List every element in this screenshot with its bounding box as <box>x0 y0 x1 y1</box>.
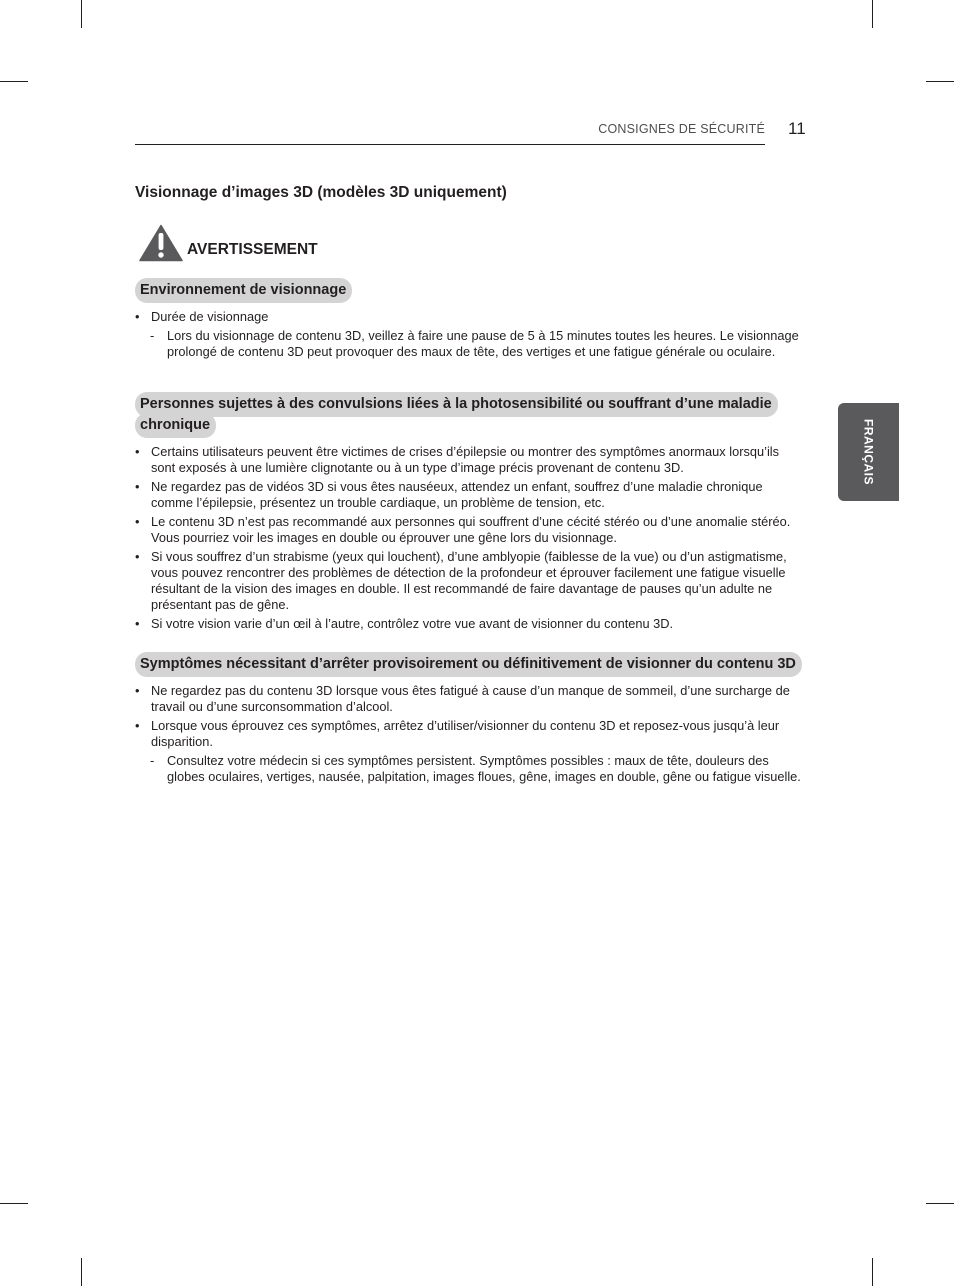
list-item <box>135 616 805 632</box>
crop-mark <box>81 0 82 28</box>
list-item <box>135 479 805 511</box>
bullet-icon: • <box>135 479 140 494</box>
language-tab <box>838 403 899 501</box>
warning-label: AVERTISSEMENT <box>187 241 318 258</box>
list-item <box>135 549 805 613</box>
bullet-list <box>135 444 805 635</box>
list-item <box>135 444 805 476</box>
list-item <box>135 683 805 715</box>
bullet-icon: • <box>135 444 140 459</box>
sub-item-text: Consultez votre médecin si ces symptômes persistent. Symptômes possibles : maux de tête, douleurs des globes oculaires, vertiges, nausée, palpitation, images floues, gêne, images en double, gêne ou fatigue visuelle. <box>167 753 801 784</box>
crop-mark <box>0 81 28 82</box>
crop-mark <box>81 1258 82 1286</box>
page-number: 11 <box>788 119 806 138</box>
bullet-icon: • <box>135 616 140 631</box>
list-item <box>135 309 805 325</box>
bullet-list <box>135 309 805 363</box>
crop-mark <box>0 1203 28 1204</box>
dash-icon: - <box>150 328 155 343</box>
subsection-heading: Symptômes nécessitant d’arrêter provisoirement ou définitivement de visionner du contenu 3D <box>135 652 802 677</box>
bullet-list <box>135 683 805 788</box>
list-item-text: Si votre vision varie d’un œil à l’autre, contrôlez votre vue avant de visionner du contenu 3D. <box>151 616 674 631</box>
sub-list-item <box>135 328 805 360</box>
subsection-heading-continued: chronique <box>135 413 216 438</box>
bullet-icon: • <box>135 718 140 733</box>
subsection-heading: Environnement de visionnage <box>135 278 352 303</box>
list-item-text: Durée de visionnage <box>151 309 269 324</box>
section-title: Visionnage d’images 3D (modèles 3D uniquement) <box>135 184 507 201</box>
sub-item-text: Lors du visionnage de contenu 3D, veillez à faire une pause de 5 à 15 minutes toutes les heures. Le visionnage prolongé de contenu 3D peut provoquer des maux de tête, des vertiges et une fatigue générale ou oculaire. <box>167 328 799 359</box>
list-item-text: Le contenu 3D n’est pas recommandé aux personnes qui souffrent d’une cécité stéréo ou d’une anomalie stéréo. Vous pourriez voir les images en double ou éprouver une gêne lors du visionnage. <box>151 514 791 545</box>
list-item-text: Si vous souffrez d’un strabisme (yeux qui louchent), d’une amblyopie (faiblesse de la vue) ou d’un astigmatisme, vous pouvez rencontrer des problèmes de détection de la profondeur et éprouver facilement une fatigue visuelle résultant de la vision des images en double. Il est recommandé de faire davantage de pauses qu’un adulte ne présentant pas de gêne. <box>151 549 787 612</box>
bullet-icon: • <box>135 549 140 564</box>
list-item-text: Certains utilisateurs peuvent être victimes de crises d’épilepsie ou montrer des symptômes anormaux lorsqu’ils sont exposés à une lumière clignotante ou à un type d’image précis provenant de contenu 3D. <box>151 444 780 475</box>
list-item-text: Ne regardez pas de vidéos 3D si vous êtes nauséeux, attendez un enfant, souffrez d’une maladie chronique comme l’épilepsie, présentez un trouble cardiaque, un problème de tension, etc. <box>151 479 763 510</box>
crop-mark <box>872 0 873 28</box>
crop-mark <box>872 1258 873 1286</box>
bullet-icon: • <box>135 309 140 324</box>
list-item <box>135 718 805 750</box>
subsection-heading: Personnes sujettes à des convulsions liées à la photosensibilité ou souffrant d’une maladie <box>135 392 778 417</box>
crop-mark <box>926 1203 954 1204</box>
running-header: CONSIGNES DE SÉCURITÉ <box>598 122 765 136</box>
list-item-text: Ne regardez pas du contenu 3D lorsque vous êtes fatigué à cause d’un manque de sommeil, d’une surcharge de travail ou d’une surconsommation d’alcool. <box>151 683 790 714</box>
language-tab-label: FRANÇAIS <box>861 419 876 485</box>
sub-list-item <box>135 753 805 785</box>
warning-triangle-icon <box>139 224 183 262</box>
list-item <box>135 514 805 546</box>
dash-icon: - <box>150 753 155 768</box>
crop-mark <box>926 81 954 82</box>
header-rule <box>135 144 765 145</box>
bullet-icon: • <box>135 683 140 698</box>
list-item-text: Lorsque vous éprouvez ces symptômes, arrêtez d’utiliser/visionner du contenu 3D et reposez-vous jusqu’à leur disparition. <box>151 718 780 749</box>
bullet-icon: • <box>135 514 140 529</box>
